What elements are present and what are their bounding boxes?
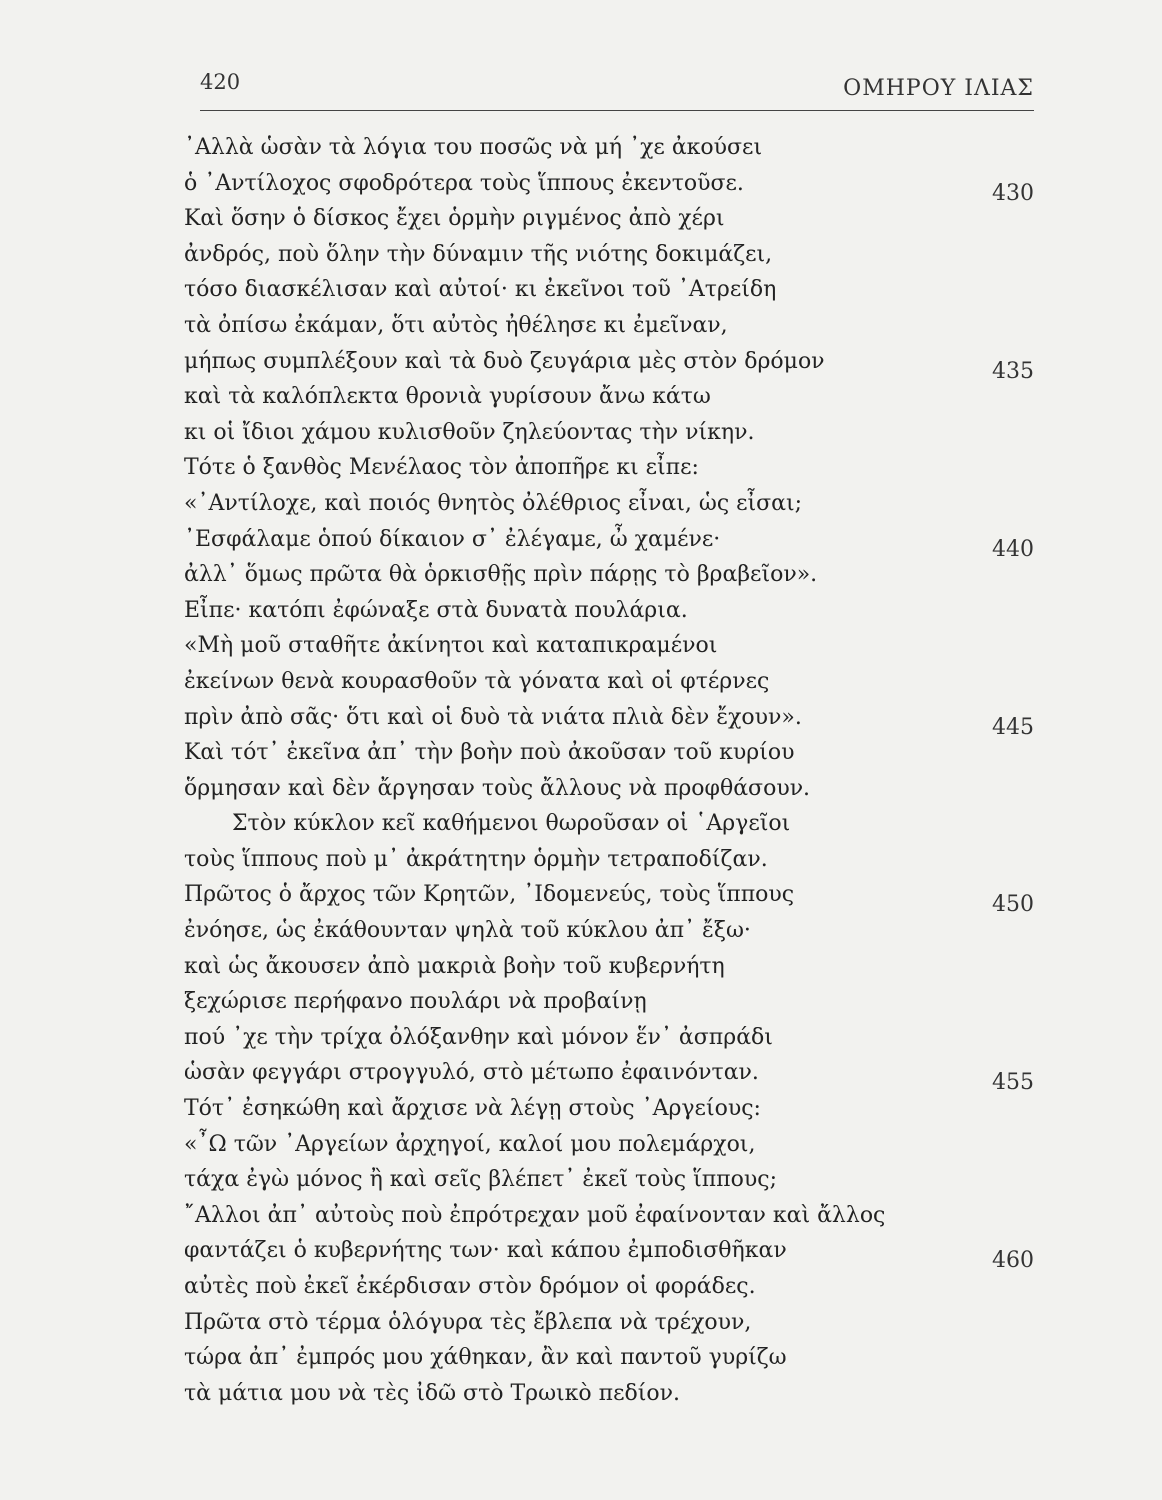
verse-line [184,308,1034,344]
line-number: 460 [992,1248,1034,1274]
verse-text: «῏Ω τῶν ᾿Αργείων ἀρχηγοί, καλοί μου πολεμάρχοι, [184,1131,756,1157]
line-number: 450 [992,892,1034,918]
verse-text: Πρῶτα στὸ τέρμα ὁλόγυρα τὲς ἔβλεπα νὰ τρέχουν, [184,1309,752,1335]
header-rule [200,110,1034,111]
verse-line [184,700,1034,740]
verse-text: φαντάζει ὁ κυβερνήτης των· καὶ κάπου ἐμποδισθῆκαν [184,1238,787,1264]
verse-line [184,1340,1034,1376]
verse-text: ἐνόησε, ὡς ἐκάθουνταν ψηλὰ τοῦ κύκλου ἀπ᾿ ἔξω· [184,918,751,944]
verse-text: τόσο διασκέλισαν καὶ αὐτοί· κι ἐκεῖνοι τοῦ ᾿Ατρείδη [184,277,777,303]
verse-text: ᾿Εσφάλαμε ὁπού δίκαιον σ᾿ ἐλέγαμε, ὦ χαμένε· [184,526,721,552]
verse-text: ἀνδρός, ποὺ ὅλην τὴν δύναμιν τῆς νιότης δοκιμάζει, [184,241,773,267]
verse-line [184,984,1034,1020]
line-number: 430 [992,180,1034,206]
verse-text: ὡσὰν φεγγάρι στρογγυλό, στὸ μέτωπο ἐφαινόνταν. [184,1060,759,1086]
verse-line [184,237,1034,273]
verse-text: πού ᾿χε τὴν τρίχα ὀλόξανθην καὶ μόνον ἕν᾿ ἀσπράδι [184,1024,773,1050]
verse-text: αὐτὲς ποὺ ἐκεῖ ἐκέρδισαν στὸν δρόμον οἱ φοράδες. [184,1274,756,1299]
verse-text: τάχα ἐγὼ μόνος ἢ καὶ σεῖς βλέπετ᾿ ἐκεῖ τοὺς ἵππους; [184,1167,777,1193]
verse-line [184,842,1034,878]
verse-text: τὰ μάτια μου νὰ τὲς ἰδῶ στὸ Τρωικὸ πεδίον. [184,1380,680,1406]
verse-text: Εἶπε· κατόπι ἐφώναξε στὰ δυνατὰ πουλάρια. [184,597,688,623]
verse-text: πρὶν ἀπὸ σᾶς· ὅτι καὶ οἱ δυὸ τὰ νιάτα πλιὰ δὲν ἔχουν». [184,704,802,730]
verse-text: τὰ ὀπίσω ἐκάμαν, ὅτι αὐτὸς ἠθέλησε κι ἐμεῖναν, [184,312,728,338]
verse-line [184,450,1034,486]
verse-text: Πρῶτος ὁ ἄρχος τῶν Κρητῶν, ᾿Ιδομενεύς, τοὺς ἵππους [184,882,795,908]
verse-text: ᾿Αλλὰ ὡσὰν τὰ λόγια του ποσῶς νὰ μή ᾿χε ἀκούσει [184,135,763,160]
verse-text: ἀλλ᾿ ὅμως πρῶτα θὰ ὁρκισθῇς πρὶν πάρῃς τὸ βραβεῖον». [184,562,818,588]
verse-line [184,806,1034,842]
verse-line [184,664,1034,700]
verse-text: Καὶ ὅσην ὁ δίσκος ἔχει ὁρμὴν ριγμένος ἀπὸ χέρι [184,206,725,232]
line-number: 435 [992,358,1034,384]
verse-text: ξεχώρισε περήφανο πουλάρι νὰ προβαίνῃ [184,989,647,1015]
verse-line [184,486,1034,522]
verse-line [184,1376,1034,1412]
verse-text: τοὺς ἵππους ποὺ μ᾿ ἀκράτητην ὁρμὴν τετραποδίζαν. [184,846,768,872]
verse-line [184,1020,1034,1056]
verse-line [184,771,1034,807]
verse-text: Τότε ὁ ξανθὸς Μενέλαος τὸν ἀποπῆρε κι εἶπε: [184,455,699,481]
running-title: ΟΜΗΡΟΥ ΙΛΙΑΣ [843,76,1034,101]
verse-line [184,1091,1034,1127]
verse-text: «Μὴ μοῦ σταθῆτε ἀκίνητοι καὶ καταπικραμένοι [184,633,718,659]
verse-line [184,593,1034,629]
verse-line [184,344,1034,384]
verse-line [184,557,1034,593]
verse-line [184,877,1034,918]
verse-text: μήπως συμπλέξουν καὶ τὰ δυὸ ζευγάρια μὲς στὸν δρόμον [184,348,825,374]
verse-text: ῎Αλλοι ἀπ᾿ αὐτοὺς ποὺ ἐπρότρεχαν μοῦ ἐφαίνονταν καὶ ἄλλος [184,1202,886,1228]
verse-line [184,415,1034,451]
verse-line [184,949,1034,985]
verse-line [184,1198,1034,1234]
page-number: 420 [200,70,241,94]
page-header [200,70,1034,112]
verse-line [184,1055,1034,1096]
verse-line [184,1127,1034,1163]
verse-text: τώρα ἀπ᾿ ἐμπρός μου χάθηκαν, ἂν καὶ παντοῦ γυρίζω [184,1345,787,1371]
verse-line [184,1233,1034,1274]
line-number: 445 [992,714,1034,740]
verse-line [184,735,1034,771]
verse-line [184,1269,1034,1305]
verse-block [184,130,1034,1411]
verse-line [184,1162,1034,1198]
verse-text: καὶ τὰ καλόπλεκτα θρονιὰ γυρίσουν ἄνω κάτω [184,384,711,410]
verse-text: Στὸν κύκλον κεῖ καθήμενοι θωροῦσαν οἱ ῾Αργεῖοι [232,811,791,837]
verse-line [184,166,1034,206]
verse-text: Τότ᾿ ἐσηκώθη καὶ ἄρχισε νὰ λέγῃ στοὺς ᾿Αργείους: [184,1096,761,1122]
verse-text: κι οἱ ἴδιοι χάμου κυλισθοῦν ζηλεύοντας τὴν νίκην. [184,419,755,445]
verse-line [184,379,1034,415]
verse-text: «᾿Αντίλοχε, καὶ ποιός θνητὸς ὀλέθριος εἶναι, ὡς εἶσαι; [184,490,803,516]
verse-line [184,522,1034,562]
verse-line [184,130,1034,166]
verse-text: ὁ ᾿Αντίλοχος σφοδρότερα τοὺς ἵππους ἐκεντοῦσε. [184,170,744,196]
verse-text: καὶ ὡς ἄκουσεν ἀπὸ μακριὰ βοὴν τοῦ κυβερνήτη [184,953,725,979]
verse-line [184,913,1034,949]
line-number: 455 [992,1070,1034,1096]
line-number: 440 [992,536,1034,562]
verse-line [184,272,1034,308]
verse-line [184,1305,1034,1341]
verse-text: ὅρμησαν καὶ δὲν ἄργησαν τοὺς ἄλλους νὰ προφθάσουν. [184,775,811,801]
verse-line [184,201,1034,237]
verse-line [184,628,1034,664]
verse-text: Καὶ τότ᾿ ἐκεῖνα ἀπ᾿ τὴν βοὴν ποὺ ἀκοῦσαν τοῦ κυρίου [184,740,795,766]
verse-text: ἐκείνων θενὰ κουρασθοῦν τὰ γόνατα καὶ οἱ φτέρνες [184,668,770,694]
